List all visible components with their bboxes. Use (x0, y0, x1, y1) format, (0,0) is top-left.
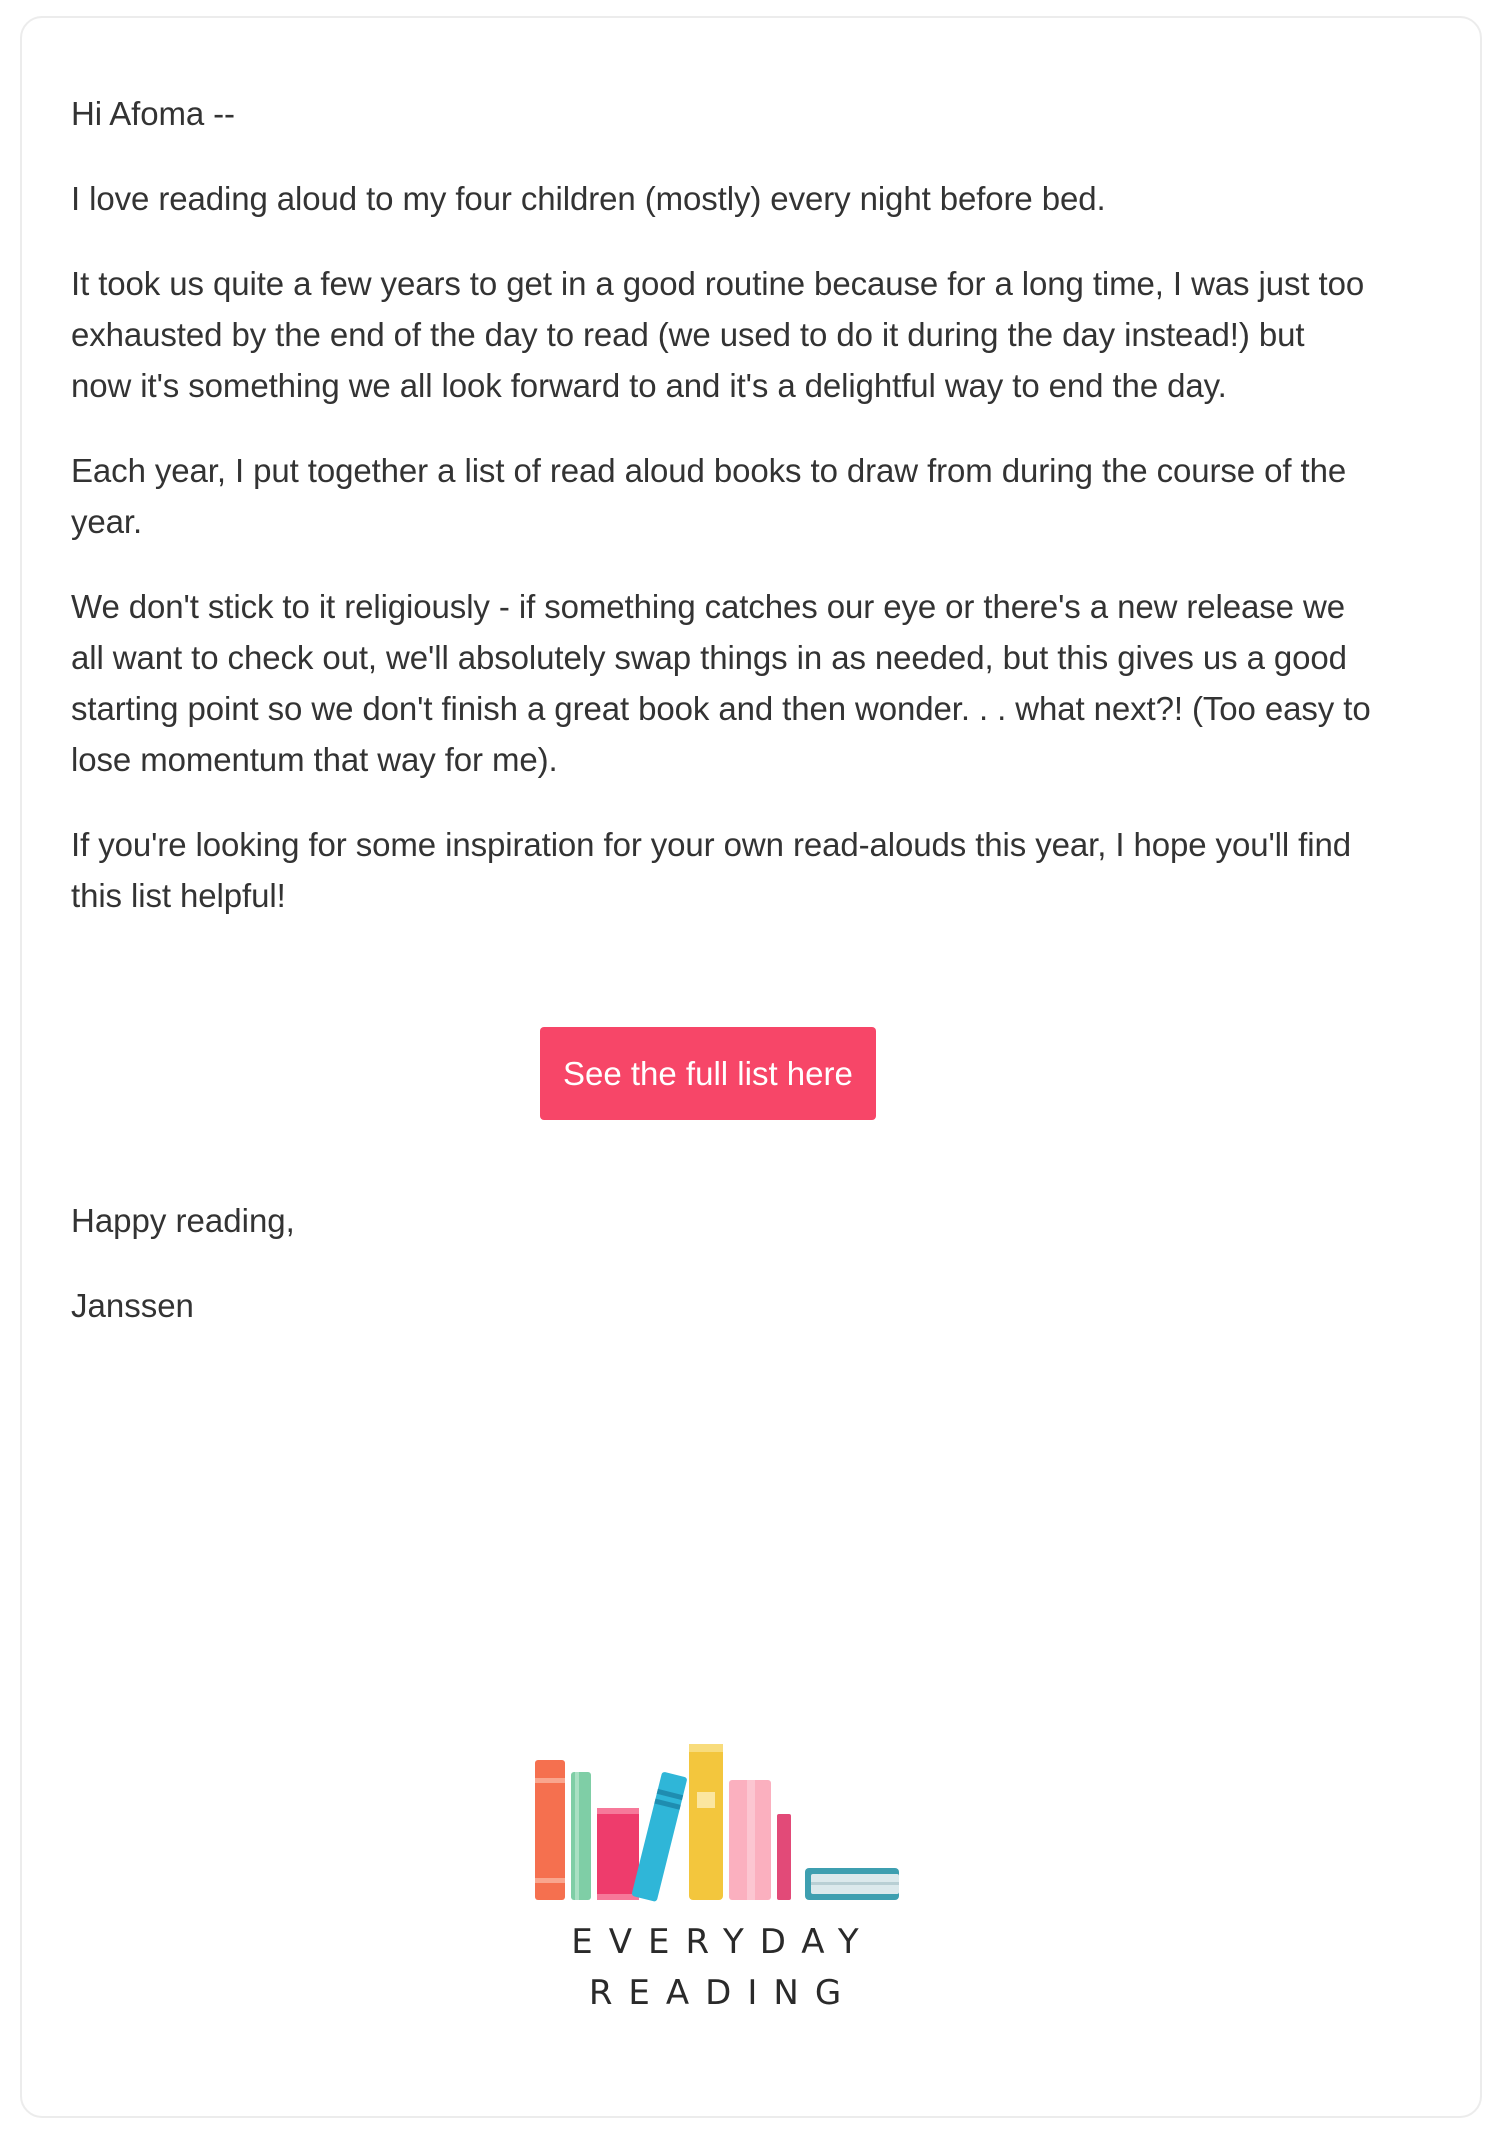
paragraph-5: If you're looking for some inspiration for your own read-alouds this year, I hope you'll find this list helpful! (71, 826, 1351, 914)
greeting: Hi Afoma -- (71, 95, 235, 132)
paragraph-3: Each year, I put together a list of read aloud books to draw from during the course of the year. (71, 452, 1347, 540)
email-body (71, 88, 1371, 955)
paragraph-4: We don't stick to it religiously - if something catches our eye or there's a new release we all want to check out, we'll absolutely swap things in as needed, but this gives us a good starting point so we don't finish a great book and then wonder. . . what next?! (Too easy to lose momentum that way for me). (71, 588, 1371, 778)
signoff (71, 1195, 871, 1365)
signature: Janssen (71, 1287, 194, 1324)
paragraph-2: It took us quite a few years to get in a good routine because for a long time, I was just too exhausted by the end of the day to read (we used to do it during the day instead!) but now it's something we all look forward to and it's a delightful way to end the day. (71, 265, 1365, 404)
see-full-list-button[interactable]: See the full list here (540, 1027, 876, 1120)
cta-container (540, 1027, 876, 1120)
bookshelf-icon (525, 1730, 905, 1910)
paragraph-1: I love reading aloud to my four children (mostly) every night before bed. (71, 180, 1106, 217)
logo-line-reading: READING (588, 1973, 858, 2013)
everyday-reading-logo (525, 1730, 905, 2020)
closing: Happy reading, (71, 1202, 295, 1239)
logo-line-everyday: EVERYDAY (571, 1922, 875, 1962)
